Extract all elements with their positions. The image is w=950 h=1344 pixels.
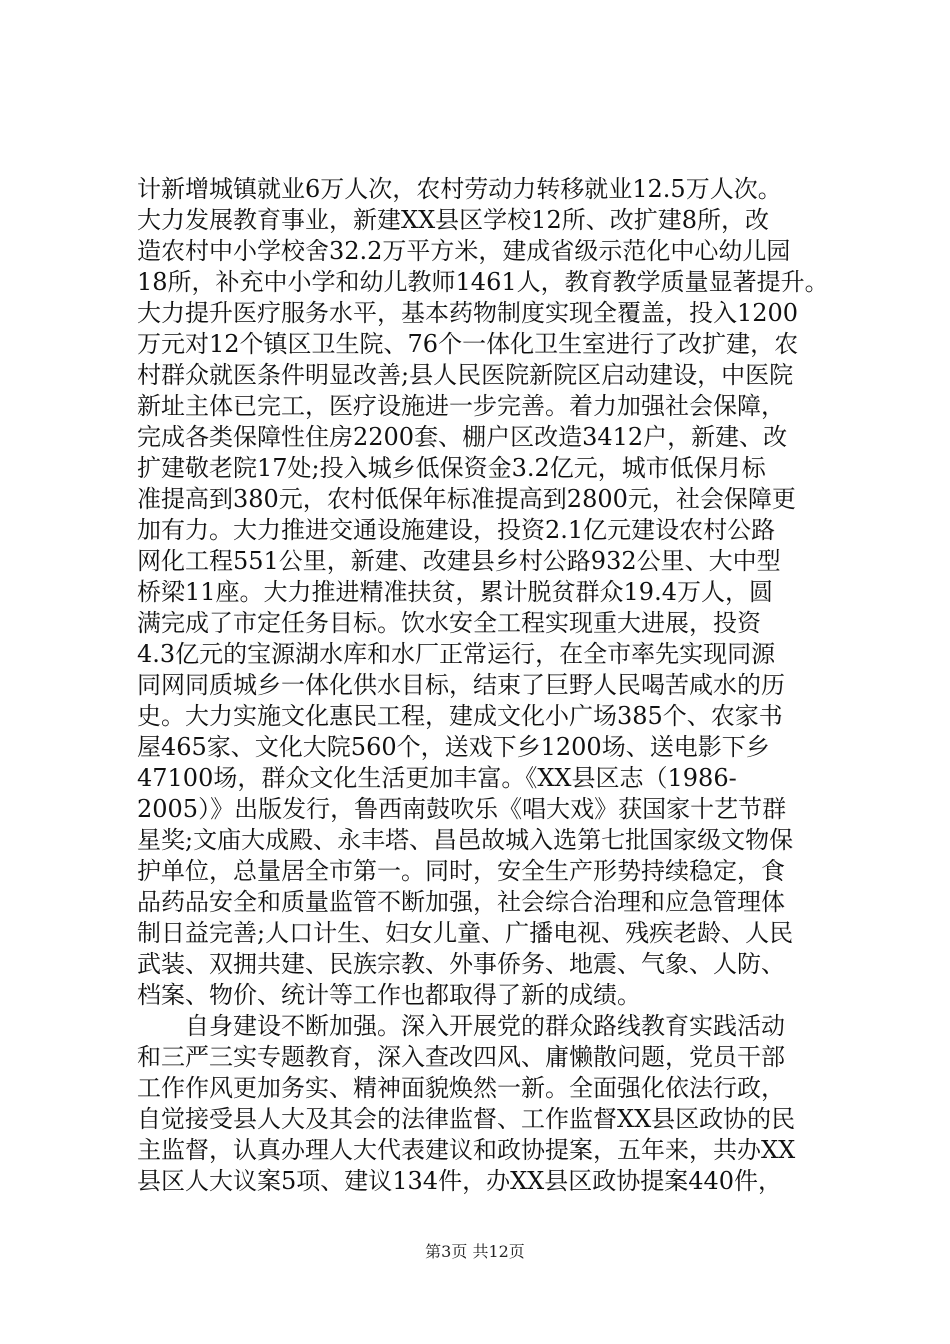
text-line: 同网同质城乡一体化供水目标，结束了巨野人民喝苦咸水的历 (137, 671, 785, 699)
text-line: 计新增城镇就业6万人次，农村劳动力转移就业12.5万人次。 (137, 175, 782, 203)
text-line: 大力提升医疗服务水平，基本药物制度实现全覆盖，投入1200 (137, 299, 799, 327)
text-line: 加有力。大力推进交通设施建设，投资2.1亿元建设农村公路 (137, 516, 776, 544)
text-line: 和三严三实专题教育，深入查改四风、庸懒散问题，党员干部 (137, 1043, 785, 1071)
text-line: 档案、物价、统计等工作也都取得了新的成绩。 (137, 981, 641, 1009)
text-line: 完成各类保障性住房2200套、棚户区改造3412户，新建、改 (137, 423, 788, 451)
text-line: 网化工程551公里，新建、改建县乡村公路932公里、大中型 (137, 547, 781, 575)
text-line: 武装、双拥共建、民族宗教、外事侨务、地震、气象、人防、 (137, 950, 785, 978)
text-line: 4.3亿元的宝源湖水库和水厂正常运行，在全市率先实现同源 (137, 640, 776, 668)
text-line: 47100场，群众文化生活更加丰富。《XX县区志（1986- (137, 764, 737, 792)
text-line: 史。大力实施文化惠民工程，建成文化小广场385个、农家书 (137, 702, 783, 730)
text-line: 造农村中小学校舍32.2万平方米，建成省级示范化中心幼儿园 (137, 237, 791, 265)
text-line: 满完成了市定任务目标。饮水安全工程实现重大进展，投资 (137, 609, 761, 637)
text-line: 护单位，总量居全市第一。同时，安全生产形势持续稳定，食 (137, 857, 785, 885)
text-line: 屋465家、文化大院560个，送戏下乡1200场、送电影下乡 (137, 733, 770, 761)
text-line: 自觉接受县人大及其会的法律监督、工作监督XX县区政协的民 (137, 1105, 796, 1133)
paragraph-start-line: 自身建设不断加强。深入开展党的群众路线教育实践活动 (185, 1012, 785, 1040)
text-line: 村群众就医条件明显改善;县人民医院新院区启动建设，中医院 (137, 361, 794, 389)
text-line: 主监督，认真办理人大代表建议和政协提案，五年来，共办XX (137, 1136, 796, 1164)
text-line: 18所，补充中小学和幼儿教师1461人，教育教学质量显著提升。 (137, 268, 829, 296)
text-line: 品药品安全和质量监管不断加强，社会综合治理和应急管理体 (137, 888, 785, 916)
page-number-footer: 第3页 共12页 (425, 1242, 525, 1261)
text-line: 2005）》出版发行，鲁西南鼓吹乐《唱大戏》获国家十艺节群 (137, 795, 787, 823)
text-line: 新址主体已完工，医疗设施进一步完善。着力加强社会保障， (137, 392, 785, 420)
text-line: 扩建敬老院17处;投入城乡低保资金3.2亿元，城市低保月标 (137, 454, 766, 482)
text-line: 大力发展教育事业，新建XX县区学校12所、改扩建8所，改 (137, 206, 769, 234)
text-line: 桥梁11座。大力推进精准扶贫，累计脱贫群众19.4万人，圆 (137, 578, 773, 606)
text-line: 制日益完善;人口计生、妇女儿童、广播电视、残疾老龄、人民 (137, 919, 794, 947)
text-line: 准提高到380元，农村低保年标准提高到2800元，社会保障更 (137, 485, 796, 513)
text-line: 万元对12个镇区卫生院、76个一体化卫生室进行了改扩建，农 (137, 330, 799, 358)
text-line: 工作作风更加务实、精神面貌焕然一新。全面强化依法行政， (137, 1074, 785, 1102)
body-text (137, 174, 857, 1197)
text-line: 县区人大议案5项、建议134件，办XX县区政协提案440件， (137, 1167, 783, 1195)
text-line: 星奖;文庙大成殿、永丰塔、昌邑故城入选第七批国家级文物保 (137, 826, 794, 854)
